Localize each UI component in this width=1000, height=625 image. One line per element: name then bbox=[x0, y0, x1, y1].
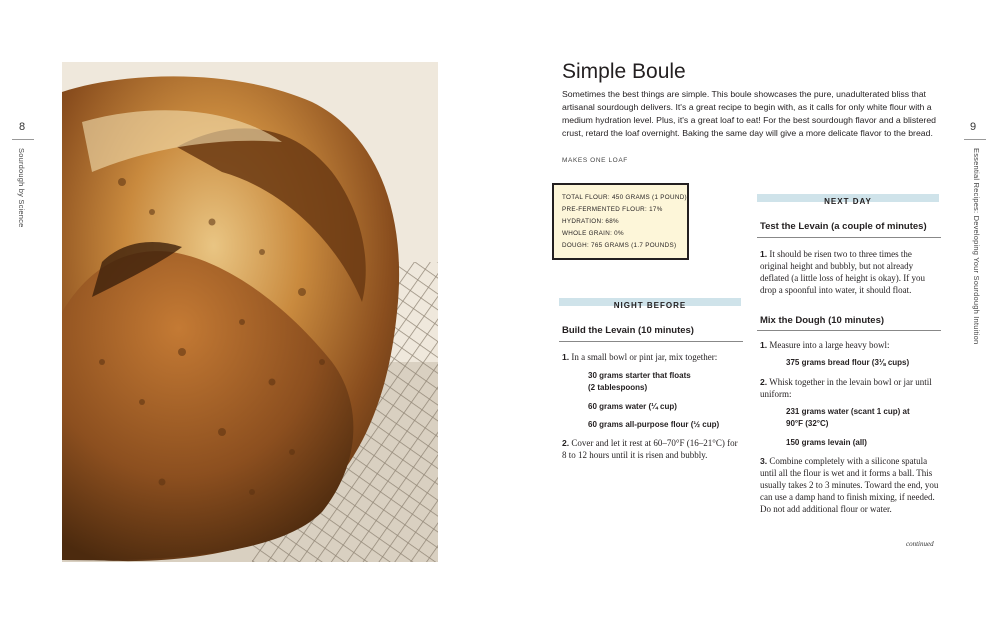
test-levain-rule bbox=[757, 237, 941, 238]
night-before-band bbox=[559, 298, 741, 310]
left-page-number-rule bbox=[12, 139, 34, 140]
mix-dough-heading: Mix the Dough (10 minutes) bbox=[760, 315, 885, 326]
test-step-1 bbox=[760, 248, 940, 296]
bread-photo bbox=[62, 62, 438, 562]
test-levain-heading: Test the Levain (a couple of minutes) bbox=[760, 221, 927, 232]
ingredient-starter-measure: (2 tablespoons) bbox=[588, 383, 648, 392]
ingredient-flour: 60 grams all-purpose flour (½ cup) bbox=[588, 420, 720, 429]
mix-step-1-text: Measure into a large heavy bowl: bbox=[769, 340, 890, 350]
night-before-label: NIGHT BEFORE bbox=[613, 301, 687, 310]
left-page-number: 8 bbox=[19, 121, 26, 133]
mix-step-3-number: 3. bbox=[760, 456, 768, 466]
night-step-1-number: 1. bbox=[562, 352, 570, 362]
ingredient-warm-water-temp: 90°F (32°C) bbox=[786, 419, 829, 428]
recipe-stats-box bbox=[552, 183, 689, 260]
mix-step-2-text: Whisk together in the levain bowl or jar until uniform: bbox=[760, 377, 932, 399]
test-step-1-text: It should be risen two to three times the original height and bubbly, but not already deflated (a little loss of height is okay). If you drop a spoonful into water, it should float. bbox=[760, 249, 925, 295]
continued-note: continued bbox=[906, 540, 934, 548]
stat-hydration: HYDRATION: 68% bbox=[562, 218, 619, 225]
left-running-head: Sourdough by Science bbox=[17, 148, 26, 228]
stat-dough-weight: DOUGH: 765 GRAMS (1.7 POUNDS) bbox=[562, 242, 677, 249]
ingredient-bread-flour: 375 grams bread flour (3⅛ cups) bbox=[786, 358, 910, 367]
stat-whole-grain: WHOLE GRAIN: 0% bbox=[562, 230, 624, 237]
mix-step-3-text: Combine completely with a silicone spatula until all the flour is wet and it forms a ball. This usually takes 2 to 3 minutes. Toward the end, you can use a damp hand to finish mixing, if needed. Do not add additional flour or water. bbox=[760, 456, 939, 514]
mix-step-1-number: 1. bbox=[760, 340, 768, 350]
ingredient-warm-water: 231 grams water (scant 1 cup) at bbox=[786, 407, 910, 416]
night-step-2 bbox=[562, 437, 744, 461]
stat-total-flour: TOTAL FLOUR: 450 GRAMS (1 POUND) bbox=[562, 194, 687, 201]
stat-prefermented-flour: PRE-FERMENTED FLOUR: 17% bbox=[562, 206, 663, 213]
recipe-title: Simple Boule bbox=[562, 60, 686, 83]
night-step-1 bbox=[562, 351, 742, 363]
mix-step-2-number: 2. bbox=[760, 377, 768, 387]
recipe-yield: MAKES ONE LOAF bbox=[562, 157, 628, 164]
next-day-label: NEXT DAY bbox=[824, 197, 872, 206]
night-step-2-number: 2. bbox=[562, 438, 570, 448]
mix-step-1 bbox=[760, 339, 940, 351]
ingredient-water: 60 grams water (¼ cup) bbox=[588, 402, 677, 411]
mix-step-3 bbox=[760, 455, 940, 515]
build-levain-heading: Build the Levain (10 minutes) bbox=[562, 325, 694, 336]
recipe-intro: Sometimes the best things are simple. This boule showcases the pure, unadulterated bliss that artisanal sourdough delivers. It's a great recipe to begin with, as it calls for only white flour with a medium hydration level. Plus, it's a great loaf to eat! For the best sourdough flavor and a blistered crust, retard the loaf overnight. Baking the same day will give a more delicate flavor to the bread. bbox=[562, 89, 936, 138]
build-levain-rule bbox=[559, 341, 743, 342]
next-day-band bbox=[757, 194, 939, 206]
right-page-number: 9 bbox=[970, 121, 977, 133]
mix-step-2 bbox=[760, 376, 940, 400]
right-page-number-rule bbox=[964, 139, 986, 140]
right-running-head: Essential Recipes: Developing Your Sourdough Intuition bbox=[972, 148, 981, 345]
night-step-1-text: In a small bowl or pint jar, mix together: bbox=[571, 352, 718, 362]
ingredient-levain: 150 grams levain (all) bbox=[786, 438, 867, 447]
mix-dough-rule bbox=[757, 330, 941, 331]
night-step-2-text: Cover and let it rest at 60–70°F (16–21°C) for 8 to 12 hours until it is risen and bubbly. bbox=[562, 438, 738, 460]
test-step-1-number: 1. bbox=[760, 249, 768, 259]
ingredient-starter: 30 grams starter that floats bbox=[588, 371, 691, 380]
